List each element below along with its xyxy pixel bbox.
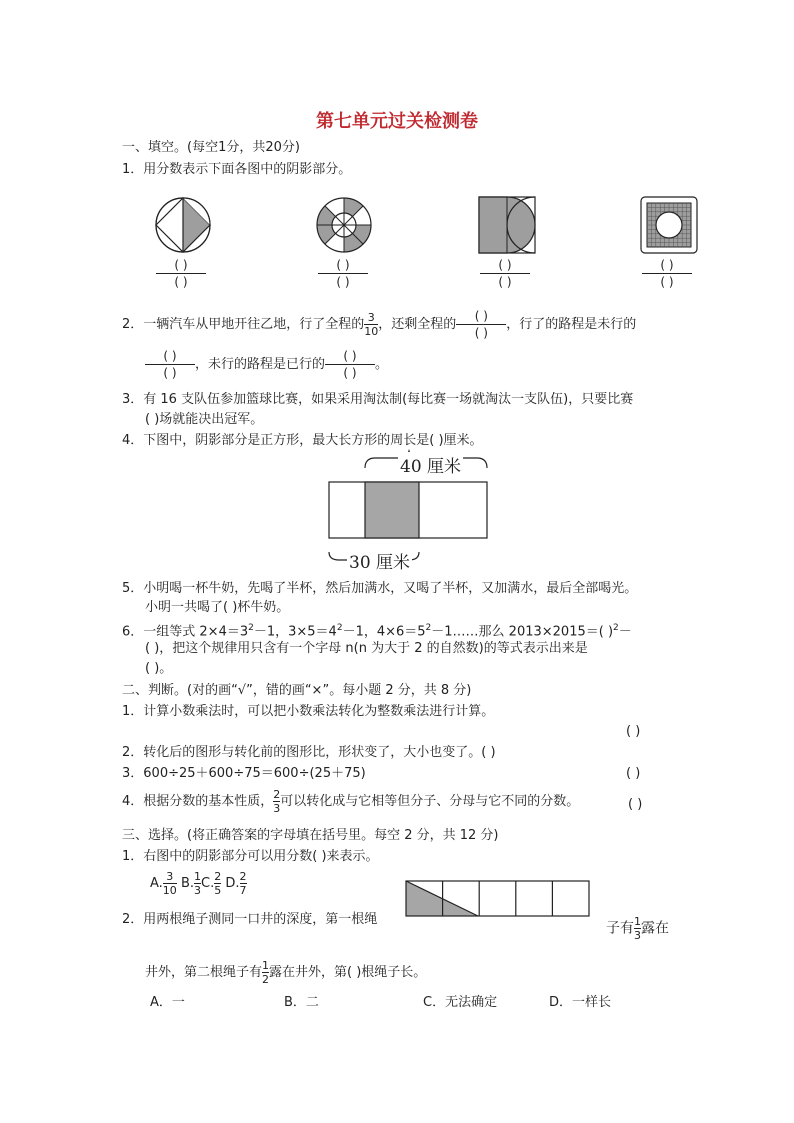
label-30cm: 30 厘米 xyxy=(347,548,412,573)
q6-a: 6．一组等式 2×4＝3 xyxy=(122,624,249,640)
blank-den: ( ) xyxy=(498,275,512,289)
blank-den: ( ) xyxy=(336,275,350,289)
sq: 2 xyxy=(425,623,432,633)
figure-circle-diamond xyxy=(153,195,213,255)
option-c[interactable] xyxy=(201,870,222,897)
question-2-4 xyxy=(122,789,579,814)
blank-den: ( ) xyxy=(174,275,188,289)
section1-heading: 一、填空。(每空1分，共20分) xyxy=(122,140,300,155)
answer-paren-2-1[interactable]: ( ) xyxy=(626,724,641,739)
fraction-option xyxy=(214,871,221,896)
fraction-3-10 xyxy=(364,312,378,337)
question-2-3: 3．600÷25＋600÷75＝600÷(25＋75) xyxy=(122,766,366,781)
frac-den: 10 xyxy=(162,884,177,897)
blank-num: ( ) xyxy=(498,258,512,272)
option-letter: B. xyxy=(180,876,194,891)
question-2-2: 2．转化后的图形与转化前的图形比，形状变了，大小也变了。( ) xyxy=(122,745,496,760)
question-2-1: 1．计算小数乘法时，可以把小数乘法转化为整数乘法进行计算。 xyxy=(122,704,495,719)
page-title: 第七单元过关检测卷 xyxy=(316,111,478,132)
frac-den: 3 xyxy=(634,929,641,942)
q2-text-c: ，行了的路程是未行的 xyxy=(506,317,637,332)
q2-text-e: 。 xyxy=(375,357,389,372)
blank-num: ( ) xyxy=(474,309,488,323)
frac-num: 3 xyxy=(367,311,375,324)
frac-den: 2 xyxy=(262,973,270,986)
blank-num: ( ) xyxy=(163,349,177,363)
fraction-option xyxy=(194,871,201,896)
answer-blank-q2a[interactable] xyxy=(456,310,506,339)
choice-a[interactable]: A．一 xyxy=(150,995,185,1010)
question-1-2-line1 xyxy=(122,310,636,339)
fraction-1-2 xyxy=(262,960,269,985)
label-40cm: 40 厘米 xyxy=(398,452,463,477)
question-1-5-line2: 小明一共喝了( )杯牛奶。 xyxy=(145,600,290,615)
q6-d: －1……那么 2013×2015＝( ) xyxy=(431,624,614,640)
section3-heading: 三、选择。(将正确答案的字母填在括号里。每空 2 分，共 12 分) xyxy=(122,828,499,843)
choice-c[interactable]: C．无法确定 xyxy=(423,995,498,1010)
frac-den: 5 xyxy=(214,884,222,897)
frac-num: 1 xyxy=(634,915,641,928)
choice-d[interactable]: D．一样长 xyxy=(549,995,612,1010)
question-1-2-line2 xyxy=(145,350,388,379)
answer-paren-2-4[interactable]: ( ) xyxy=(628,797,643,812)
figure-strip-triangle xyxy=(405,880,591,918)
frac-num: 3 xyxy=(166,870,174,883)
question-3-1: 1．右图中的阴影部分可以用分数( )来表示。 xyxy=(122,849,379,864)
section2-heading: 二、判断。(对的画“√”，错的画“×”。每小题 2 分，共 8 分) xyxy=(122,683,472,698)
figure-circle-sectors xyxy=(314,195,374,255)
question-1-3-line1: 3．有 16 支队伍参加篮球比赛，如果采用淘汰制(每比赛一场就淘汰一支队伍)，只要比赛 xyxy=(122,392,634,407)
q3-2-right-a: 子有 xyxy=(606,920,634,937)
question-1-3-line2: ( )场就能决出冠军。 xyxy=(145,412,264,427)
figure-square-semicircle xyxy=(477,195,537,255)
frac-den: 3 xyxy=(273,802,281,815)
blank-den: ( ) xyxy=(343,366,357,380)
answer-blank-fig4[interactable] xyxy=(642,259,692,288)
frac-num: 2 xyxy=(273,788,281,801)
fraction-option xyxy=(163,871,177,896)
option-letter: A. xyxy=(150,876,163,891)
fraction-option xyxy=(240,871,247,896)
q6-e: － xyxy=(618,624,632,640)
answer-blank-fig2[interactable] xyxy=(318,259,368,288)
frac-num: 1 xyxy=(194,870,201,883)
question-1-1: 1．用分数表示下面各图中的阴影部分。 xyxy=(122,162,352,177)
frac-num: 2 xyxy=(214,870,222,883)
answer-paren-2-3[interactable]: ( ) xyxy=(626,766,641,781)
answer-blank-fig3[interactable] xyxy=(480,259,530,288)
q6-b: －1，3×5＝4 xyxy=(253,624,337,640)
frac-num: 2 xyxy=(239,870,247,883)
option-a[interactable] xyxy=(150,870,177,897)
q2-4-b: 可以转化成与它相等但分子、分母与它不同的分数。 xyxy=(280,794,580,809)
answer-blank-q2b[interactable] xyxy=(145,350,195,379)
question-1-4: 4．下图中，阴影部分是正方形，最大长方形的周长是( )厘米。 xyxy=(122,433,483,448)
q2-text-d: ，未行的路程是已行的 xyxy=(195,357,326,372)
blank-den: ( ) xyxy=(474,326,488,340)
frac-num: 1 xyxy=(262,959,270,972)
option-d[interactable] xyxy=(225,870,247,897)
q2-4-a: 4．根据分数的基本性质， xyxy=(122,794,274,809)
fraction-1-3 xyxy=(634,916,641,941)
q2-text-b: ，还剩全程的 xyxy=(378,317,457,332)
frac-den: 7 xyxy=(239,884,247,897)
choice-b[interactable]: B．二 xyxy=(284,995,319,1010)
blank-den: ( ) xyxy=(660,275,674,289)
blank-num: ( ) xyxy=(174,258,188,272)
question-1-5-line1: 5．小明喝一杯牛奶，先喝了半杯，然后加满水，又喝了半杯，又加满水，最后全部喝光。 xyxy=(122,581,638,596)
question-3-2-line2 xyxy=(145,960,426,985)
q3-2-line2-b: 露在井外，第( )根绳子长。 xyxy=(269,965,427,980)
question-3-2-right xyxy=(606,916,669,941)
blank-num: ( ) xyxy=(660,258,674,272)
question-3-2-line1: 2．用两根绳子测同一口井的深度，第一根绳 xyxy=(122,912,378,927)
option-letter: C. xyxy=(201,876,215,891)
frac-den: 3 xyxy=(194,884,201,897)
q3-2-line2-a: 井外，第二根绳子有 xyxy=(145,965,263,980)
option-b[interactable] xyxy=(180,870,201,897)
sq: 2 xyxy=(336,623,343,633)
figure-grid-circle xyxy=(639,195,699,255)
blank-num: ( ) xyxy=(336,258,350,272)
blank-num: ( ) xyxy=(343,349,357,363)
q2-text-a: 2．一辆汽车从甲地开往乙地，行了全程的 xyxy=(122,317,365,332)
frac-den: 10 xyxy=(364,325,379,338)
question-1-6-line1 xyxy=(122,620,632,640)
question-1-6-line2: ( )，把这个规律用只含有一个字母 n(n 为大于 2 的自然数)的等式表示出来是 xyxy=(145,641,588,656)
option-letter: D. xyxy=(225,876,240,891)
blank-den: ( ) xyxy=(163,366,177,380)
options-3-1 xyxy=(150,871,247,896)
answer-blank-q2c[interactable] xyxy=(325,350,375,379)
sq: 2 xyxy=(248,623,254,633)
sq: 2 xyxy=(613,623,619,633)
question-1-6-line3: ( )。 xyxy=(145,661,173,676)
answer-blank-fig1[interactable] xyxy=(156,259,206,288)
q6-c: －1，4×6＝5 xyxy=(342,624,426,640)
q3-2-right-b: 露在 xyxy=(641,920,669,937)
